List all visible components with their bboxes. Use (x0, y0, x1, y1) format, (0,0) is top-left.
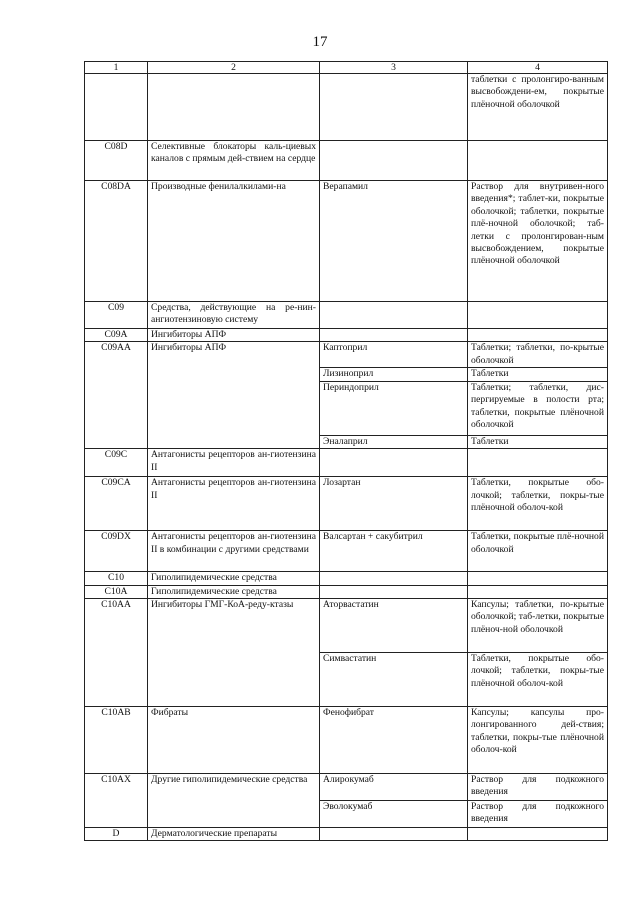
drug-name-cell (320, 74, 468, 141)
atc-code-cell: C10 (85, 572, 148, 585)
group-name-cell: Ингибиторы ГМГ-КоА-реду-ктазы (148, 599, 320, 707)
table-row (85, 572, 608, 585)
group-name-cell: Гиполипидемические средства (148, 572, 320, 585)
table-row (85, 774, 608, 801)
atc-code-cell: C09A (85, 329, 148, 342)
group-name-cell: Ингибиторы АПФ (148, 329, 320, 342)
column-header-2: 2 (148, 62, 320, 74)
header-row (85, 62, 608, 74)
dosage-form-cell: Капсулы; таблетки, по-крытые оболочкой; таб-летки, покрытые плёноч-ной оболочкой (468, 599, 608, 653)
dosage-form-cell: Таблетки, покрытые обо-лочкой; таблетки, покры-тые плёночной оболоч-кой (468, 653, 608, 707)
drug-table (84, 61, 608, 841)
drug-name-cell: Эволокумаб (320, 801, 468, 828)
dosage-form-cell (468, 302, 608, 329)
table-row (85, 181, 608, 302)
drug-name-cell: Лозартан (320, 477, 468, 531)
group-name-cell: Гиполипидемические средства (148, 585, 320, 598)
drug-name-cell: Фенофибрат (320, 707, 468, 774)
group-name-cell: Средства, действующие на ре-нин-ангиотензиновую систему (148, 302, 320, 329)
group-name-cell: Фибраты (148, 707, 320, 774)
atc-code-cell: C10AB (85, 707, 148, 774)
page-number: 17 (312, 34, 328, 50)
drug-name-cell (320, 329, 468, 342)
column-header-1: 1 (85, 62, 148, 74)
dosage-form-cell: Раствор для подкожного введения (468, 801, 608, 828)
drug-name-cell: Аторвастатин (320, 599, 468, 653)
atc-code-cell: C08D (85, 141, 148, 181)
drug-name-cell (320, 572, 468, 585)
column-header-3: 3 (320, 62, 468, 74)
dosage-form-cell (468, 828, 608, 841)
table-row (85, 302, 608, 329)
drug-name-cell (320, 302, 468, 329)
table-row (85, 707, 608, 774)
drug-name-cell: Валсартан + сакубитрил (320, 531, 468, 572)
group-name-cell: Антагонисты рецепторов ан-гиотензина II в комбинации с другими средствами (148, 531, 320, 572)
table-row (85, 828, 608, 841)
drug-name-cell (320, 585, 468, 598)
table-row (85, 477, 608, 531)
dosage-form-cell (468, 449, 608, 477)
table-row (85, 141, 608, 181)
group-name-cell: Производные фенилалкилами-на (148, 181, 320, 302)
dosage-form-cell: Таблетки, покрытые обо-лочкой; таблетки, покры-тые плёночной оболоч-кой (468, 477, 608, 531)
drug-name-cell (320, 141, 468, 181)
atc-code-cell: C09AA (85, 342, 148, 449)
dosage-form-cell (468, 585, 608, 598)
atc-code-cell: C10AX (85, 774, 148, 828)
dosage-form-cell: Раствор для внутривен-ного введения*; таблет-ки, покрытые оболочкой; таблетки, покрытые плё-ночной оболочкой; таб-летки с пролонгирован-ным высвобождением, покрытые плёночной оболочкой (468, 181, 608, 302)
dosage-form-cell (468, 329, 608, 342)
dosage-form-cell: таблетки с пролонгиро-ванным высвобождени-ем, покрытые плёночной оболочкой (468, 74, 608, 141)
dosage-form-cell (468, 141, 608, 181)
drug-name-cell: Каптоприл (320, 342, 468, 368)
drug-name-cell (320, 828, 468, 841)
drug-name-cell: Периндоприл (320, 381, 468, 435)
atc-code-cell: C10AA (85, 599, 148, 707)
group-name-cell: Другие гиполипидемические средства (148, 774, 320, 828)
atc-code-cell: C09DX (85, 531, 148, 572)
group-name-cell: Антагонисты рецепторов ан-гиотензина II (148, 477, 320, 531)
drug-name-cell: Лизиноприл (320, 368, 468, 381)
dosage-form-cell: Таблетки (468, 368, 608, 381)
atc-code-cell: C09C (85, 449, 148, 477)
drug-name-cell: Эналаприл (320, 435, 468, 448)
drug-name-cell (320, 449, 468, 477)
table-row (85, 342, 608, 368)
table-row (85, 449, 608, 477)
table-row (85, 585, 608, 598)
dosage-form-cell: Таблетки; таблетки, по-крытые оболочкой (468, 342, 608, 368)
drug-name-cell: Верапамил (320, 181, 468, 302)
atc-code-cell: D (85, 828, 148, 841)
dosage-form-cell: Таблетки, покрытые плё-ночной оболочкой (468, 531, 608, 572)
group-name-cell (148, 74, 320, 141)
table-row (85, 74, 608, 141)
atc-code-cell: C09CA (85, 477, 148, 531)
drug-name-cell: Симвастатин (320, 653, 468, 707)
dosage-form-cell (468, 572, 608, 585)
dosage-form-cell: Таблетки (468, 435, 608, 448)
group-name-cell: Ингибиторы АПФ (148, 342, 320, 449)
atc-code-cell: C10A (85, 585, 148, 598)
table-row (85, 599, 608, 653)
dosage-form-cell: Таблетки; таблетки, дис-пергируемые в полости рта; таблетки, покрытые плёночной оболочкой (468, 381, 608, 435)
dosage-form-cell: Капсулы; капсулы про-лонгированного дей-ствия; таблетки, покры-тые плёночной оболоч-кой (468, 707, 608, 774)
atc-code-cell: C09 (85, 302, 148, 329)
column-header-4: 4 (468, 62, 608, 74)
atc-code-cell: C08DA (85, 181, 148, 302)
drug-name-cell: Алирокумаб (320, 774, 468, 801)
table-row (85, 329, 608, 342)
group-name-cell: Дерматологические препараты (148, 828, 320, 841)
table-row (85, 531, 608, 572)
atc-code-cell (85, 74, 148, 141)
dosage-form-cell: Раствор для подкожного введения (468, 774, 608, 801)
group-name-cell: Селективные блокаторы каль-циевых каналов с прямым дей-ствием на сердце (148, 141, 320, 181)
group-name-cell: Антагонисты рецепторов ан-гиотензина II (148, 449, 320, 477)
